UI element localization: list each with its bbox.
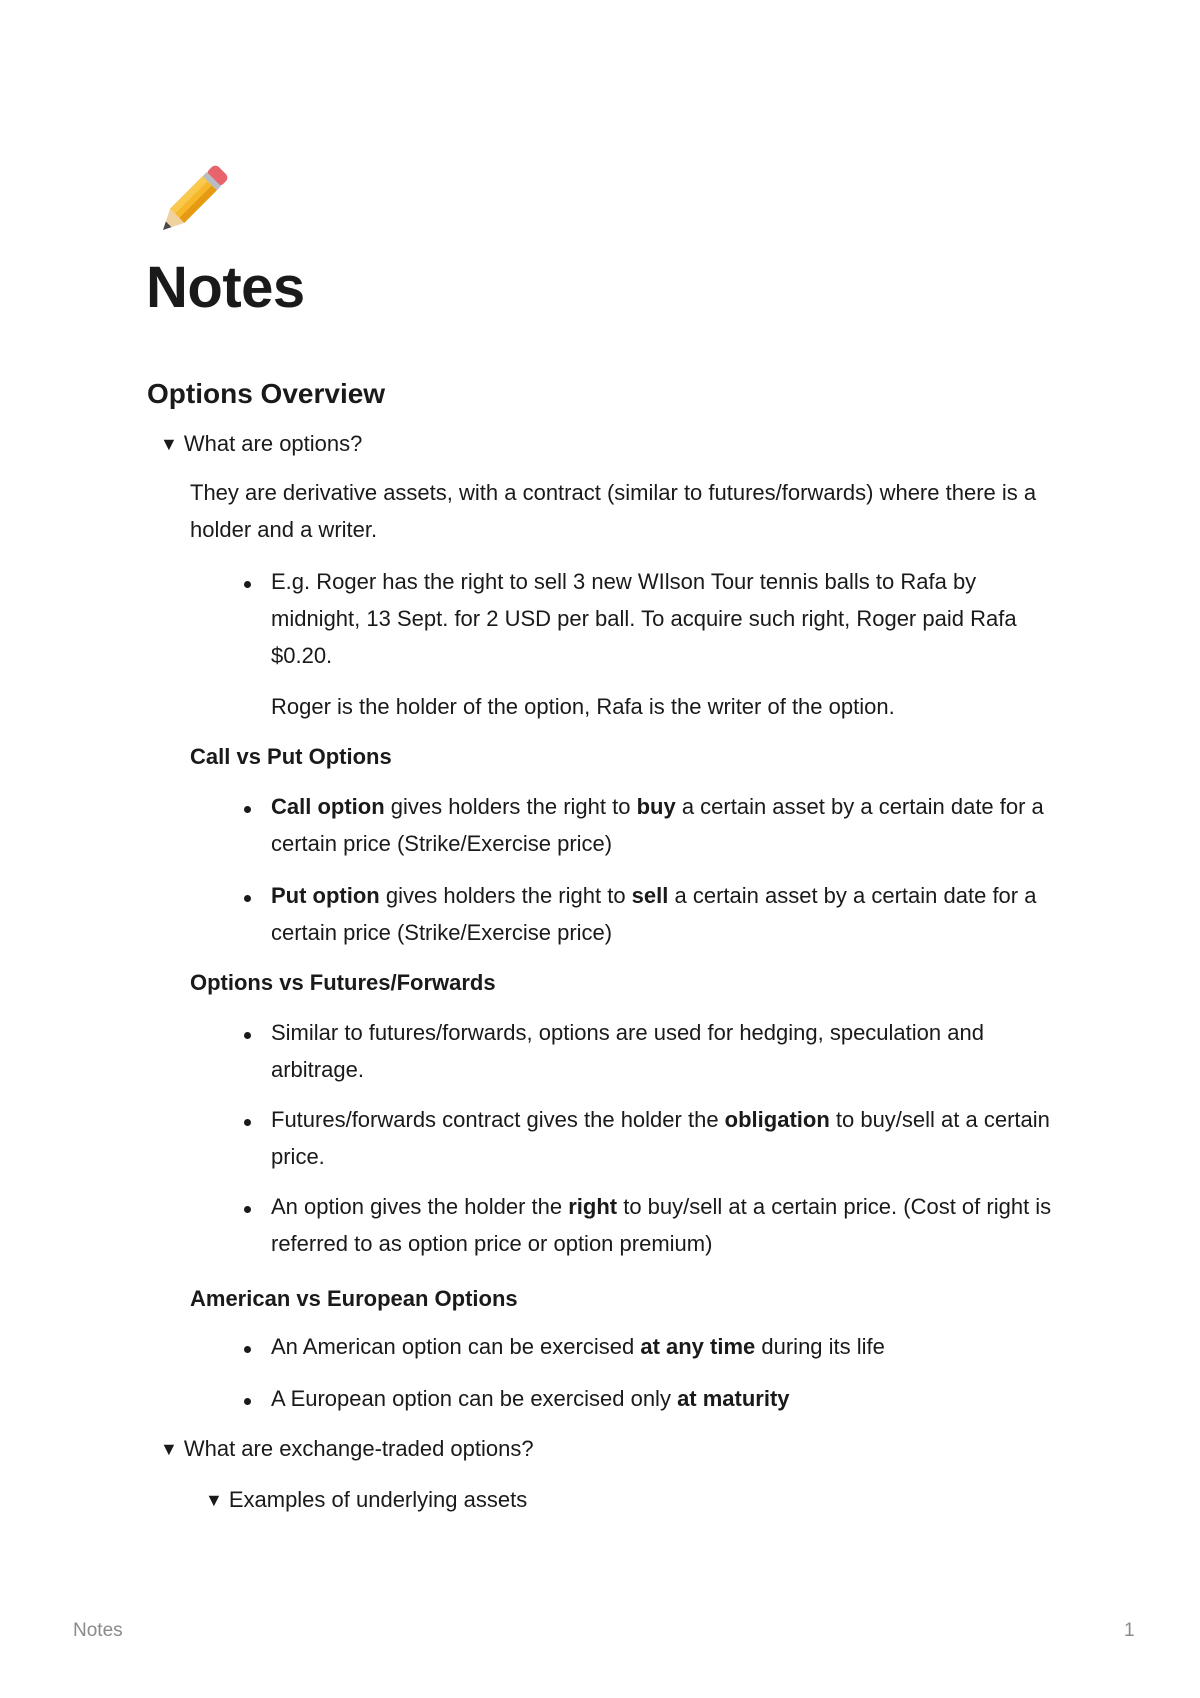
intro-paragraph: They are derivative assets, with a contract (similar to futures/forwards) where there is a holder and a writer. (190, 480, 1037, 542)
text: An option gives the holder the (271, 1194, 569, 1219)
am-eu-heading: American vs European Options (190, 1286, 518, 1311)
text: gives holders the right to (379, 883, 632, 908)
put-option-item (271, 877, 1071, 951)
toggle-what-are-options[interactable] (160, 428, 362, 460)
text: a certain asset by a certain date for a certain price (Strike/Exercise price) (271, 794, 1044, 856)
vs-futures-heading: Options vs Futures/Forwards (190, 970, 496, 995)
any-time-term: at any time (640, 1334, 756, 1359)
text: to buy/sell at a certain price. (Cost of right is referred to as option price or option premium) (271, 1194, 1052, 1256)
at-maturity-term: at maturity (677, 1386, 790, 1411)
toggle-label: What are options? (183, 431, 363, 456)
call-option-item (271, 788, 1071, 862)
sell-term: sell (631, 883, 669, 908)
text: An American option can be exercised (271, 1334, 641, 1359)
toggle-label: What are exchange-traded options? (183, 1436, 534, 1461)
toggle-label: Examples of underlying assets (228, 1487, 528, 1512)
right-term: right (568, 1194, 618, 1219)
text: A European option can be exercised only (271, 1386, 678, 1411)
triangle-down-icon[interactable]: ▼ (205, 1490, 223, 1510)
roles-paragraph: Roger is the holder of the option, Rafa is the writer of the option. (271, 694, 895, 719)
example-item: E.g. Roger has the right to sell 3 new WIlson Tour tennis balls to Rafa by midnight, 13 Sept. for 2 USD per ball. To acquire such right, Roger paid Rafa $0.20. (271, 569, 1017, 668)
american-item (271, 1328, 1071, 1365)
bullet-dot (244, 1032, 251, 1039)
bullet-dot (244, 581, 251, 588)
call-option-term: Call option (271, 794, 385, 819)
triangle-down-icon[interactable]: ▼ (160, 1439, 178, 1459)
pencil-icon (147, 156, 237, 246)
bullet-dot (244, 1119, 251, 1126)
footer-label: Notes (73, 1620, 123, 1641)
text: Futures/forwards contract gives the holder the (271, 1107, 725, 1132)
page-number: 1 (1124, 1620, 1135, 1641)
right-item (271, 1188, 1081, 1262)
text: a certain asset by a certain date for a certain price (Strike/Exercise price) (271, 883, 1037, 945)
put-option-term: Put option (271, 883, 380, 908)
section-title: Options Overview (147, 378, 386, 409)
toggle-examples-underlying[interactable] (205, 1484, 527, 1516)
toggle-exchange-traded[interactable] (160, 1433, 534, 1465)
bullet-dot (244, 806, 251, 813)
bullet-dot (244, 1398, 251, 1405)
obligation-item (271, 1101, 1071, 1175)
european-item (271, 1380, 1071, 1417)
bullet-dot (244, 1346, 251, 1353)
page-title: Notes (146, 255, 305, 320)
bullet-dot (244, 895, 251, 902)
obligation-term: obligation (724, 1107, 830, 1132)
text: to buy/sell at a certain price. (271, 1107, 1050, 1169)
bullet-dot (244, 1206, 251, 1213)
buy-term: buy (636, 794, 676, 819)
text: during its life (755, 1334, 885, 1359)
text: gives holders the right to (384, 794, 637, 819)
triangle-down-icon[interactable]: ▼ (160, 434, 178, 454)
call-put-heading: Call vs Put Options (190, 744, 392, 769)
hedging-item: Similar to futures/forwards, options are used for hedging, speculation and arbitrage. (271, 1020, 984, 1082)
